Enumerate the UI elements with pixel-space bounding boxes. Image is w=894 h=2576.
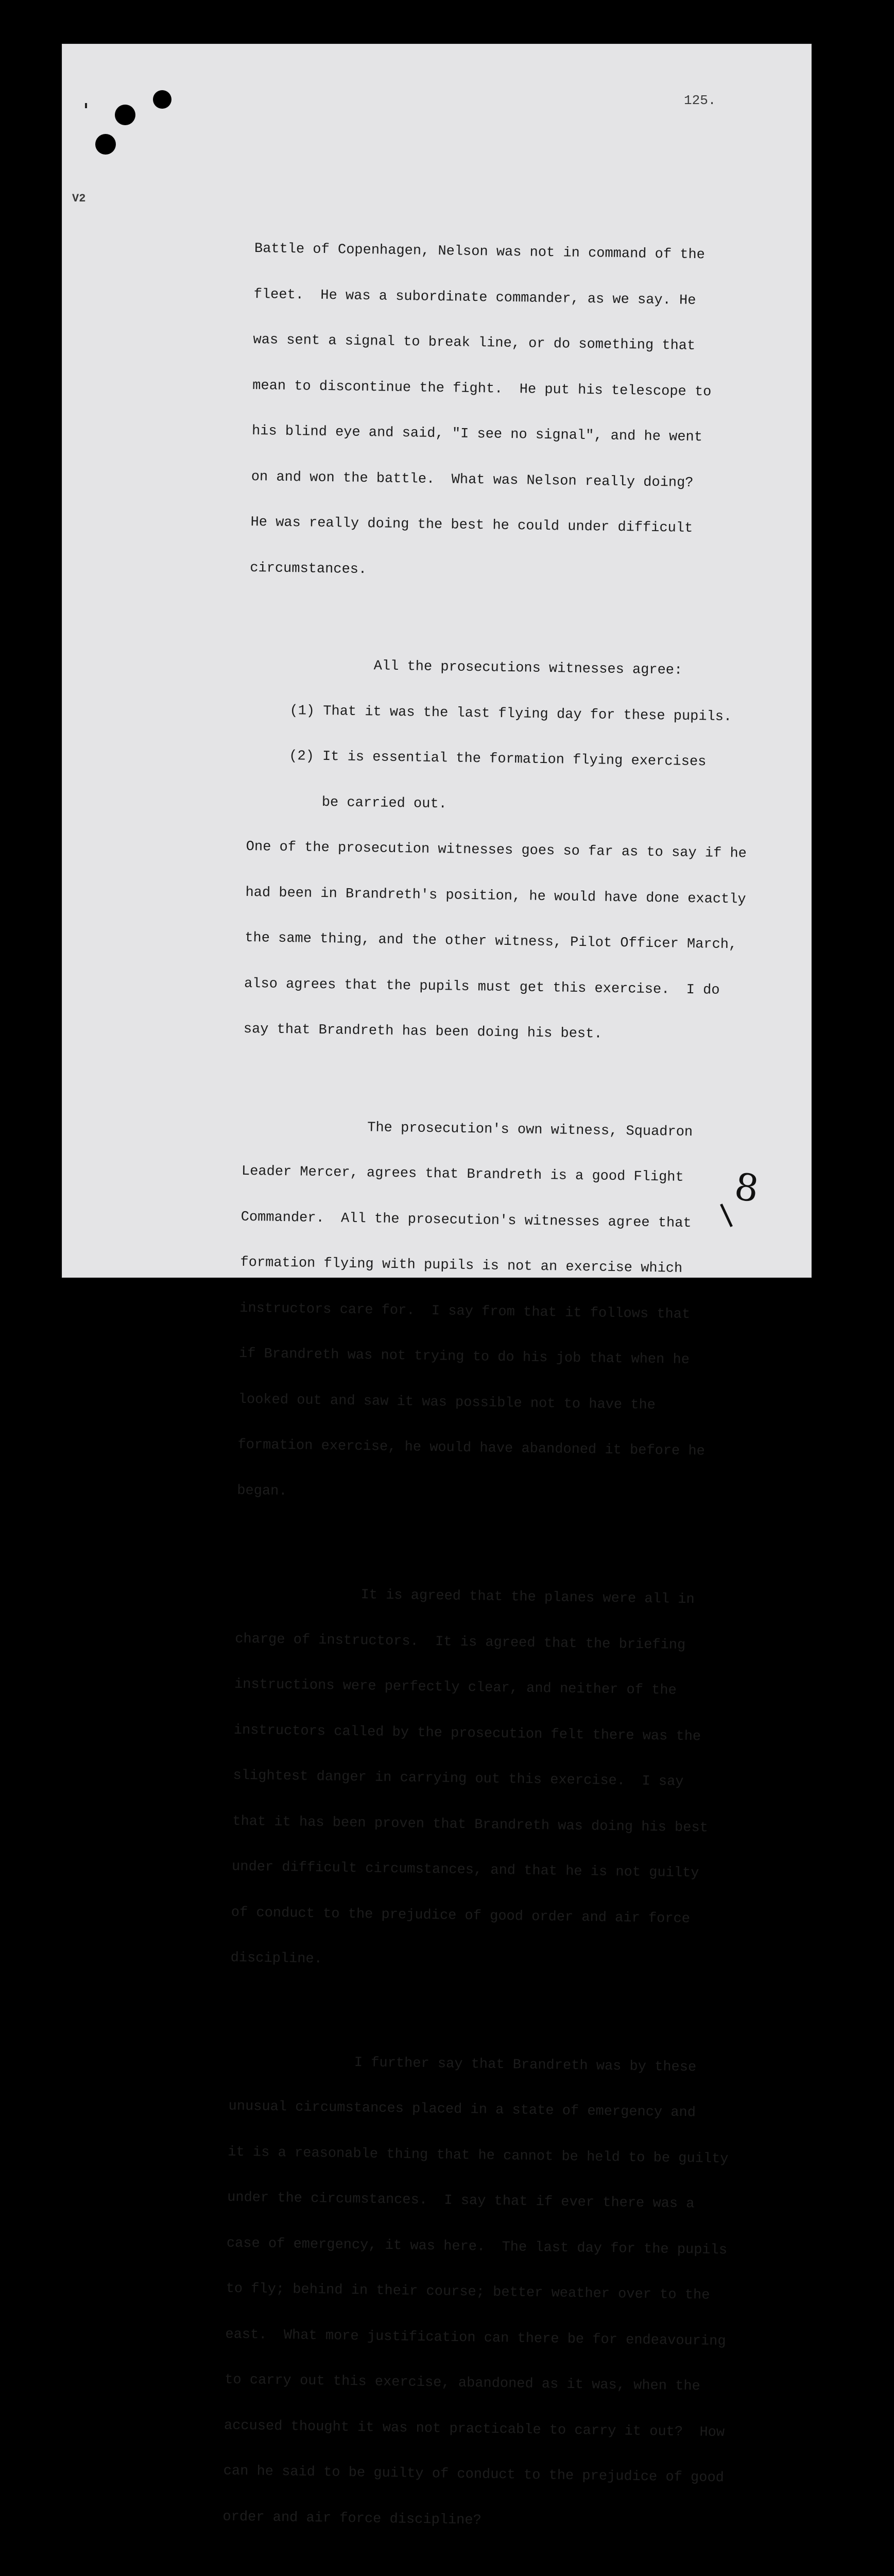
text-line: under difficult circumstances, and that he is not guilty	[232, 1860, 778, 1883]
text-line: on and won the battle. What was Nelson really doing?	[251, 469, 797, 492]
text-line: instructors care for. I say from that it follows that	[239, 1301, 785, 1324]
text-line: He was really doing the best he could under difficult	[250, 515, 796, 538]
paragraph-mercer	[236, 1088, 788, 1536]
text-line: Commander. All the prosecution's witnesses agree that	[241, 1210, 787, 1232]
text-line: began.	[237, 1483, 783, 1506]
paragraph-emergency	[222, 2023, 775, 2563]
text-line: also agrees that the pupils must get this exercise. I do	[244, 976, 790, 999]
text-line: under the circumstances. I say that if ever there was a	[227, 2191, 773, 2213]
text-line: circumstances.	[250, 561, 796, 583]
text-line: instructors called by the prosecution felt there was the	[234, 1723, 780, 1745]
text-line: that it has been proven that Brandreth was doing his best	[232, 1814, 778, 1837]
typed-body	[213, 211, 801, 2576]
text-line: discipline.	[230, 1951, 776, 1974]
text-line: All the prosecutions witnesses agree:	[248, 657, 794, 680]
text-line: One of the prosecution witnesses goes so far as to say if he	[246, 840, 792, 862]
text-line: formation exercise, he would have abandoned it before he	[237, 1438, 783, 1461]
text-line: of conduct to the prejudice of good order and air force	[231, 1905, 777, 1928]
text-line: to fly; behind in their course; better weather over to the	[226, 2282, 771, 2304]
text-line: be carried out.	[247, 794, 793, 817]
text-line: order and air force discipline?	[222, 2510, 768, 2532]
page-number: 125.	[684, 93, 716, 108]
text-line: case of emergency, it was here. The last day for the pupils	[227, 2236, 772, 2259]
punch-hole	[153, 90, 171, 109]
handwritten-mark: 8	[732, 1164, 761, 1211]
text-line: it is a reasonable thing that he cannot be held to be guilty	[228, 2145, 773, 2167]
text-line: charge of instructors. It is agreed that the briefing	[235, 1632, 781, 1654]
punch-hole	[115, 105, 135, 125]
text-line: (1) That it was the last flying day for these pupils.	[248, 703, 794, 725]
text-line: to carry out this exercise, abandoned as it was, when the	[225, 2373, 770, 2396]
punch-hole	[95, 134, 116, 155]
text-line: Battle of Copenhagen, Nelson was not in command of the	[254, 242, 800, 264]
text-line: mean to discontinue the fight. He put his telescope to	[252, 378, 798, 401]
text-line: instructions were perfectly clear, and neither of the	[234, 1677, 780, 1700]
text-line: I further say that Brandreth was by these	[229, 2054, 775, 2076]
paragraph-nelson	[249, 211, 801, 614]
text-line: if Brandreth was not trying to do his job that when he	[239, 1347, 785, 1369]
text-line: Leader Mercer, agrees that Brandreth is a good Flight	[242, 1164, 787, 1187]
paragraph-witnesses-agree	[243, 627, 795, 1075]
text-line: (2) It is essential the formation flying exercises	[247, 749, 793, 771]
text-line: formation flying with pupils is not an exercise which	[240, 1256, 786, 1278]
margin-annotation: V2	[72, 192, 85, 205]
text-line: The prosecution's own witness, Squadron	[242, 1118, 788, 1141]
text-line: the same thing, and the other witness, Pilot Officer March,	[245, 931, 790, 954]
text-line: It is agreed that the planes were all in	[235, 1586, 781, 1609]
text-line: can he said to be guilty of conduct to the prejudice of good	[224, 2464, 769, 2487]
paragraph-instructors	[230, 1556, 782, 2004]
text-line: his blind eye and said, "I see no signal", and he went	[252, 424, 798, 447]
stray-mark	[85, 103, 87, 108]
text-line: say that Brandreth has been doing his best.	[244, 1022, 789, 1045]
text-line: had been in Brandreth's position, he would have done exactly	[245, 885, 791, 908]
text-line: slightest danger in carrying out this exercise. I say	[233, 1769, 779, 1791]
text-line: unusual circumstances placed in a state of emergency and	[228, 2099, 774, 2122]
document-page	[62, 44, 812, 1278]
text-line: was sent a signal to break line, or do something that	[253, 333, 799, 355]
text-line: fleet. He was a subordinate commander, as we say. He	[254, 287, 800, 310]
text-line: looked out and saw it was possible not to have the	[238, 1392, 784, 1415]
text-line: east. What more justification can there be for endeavouring	[225, 2327, 771, 2350]
text-line: accused thought it was not practicable to carry it out? How	[224, 2418, 770, 2441]
